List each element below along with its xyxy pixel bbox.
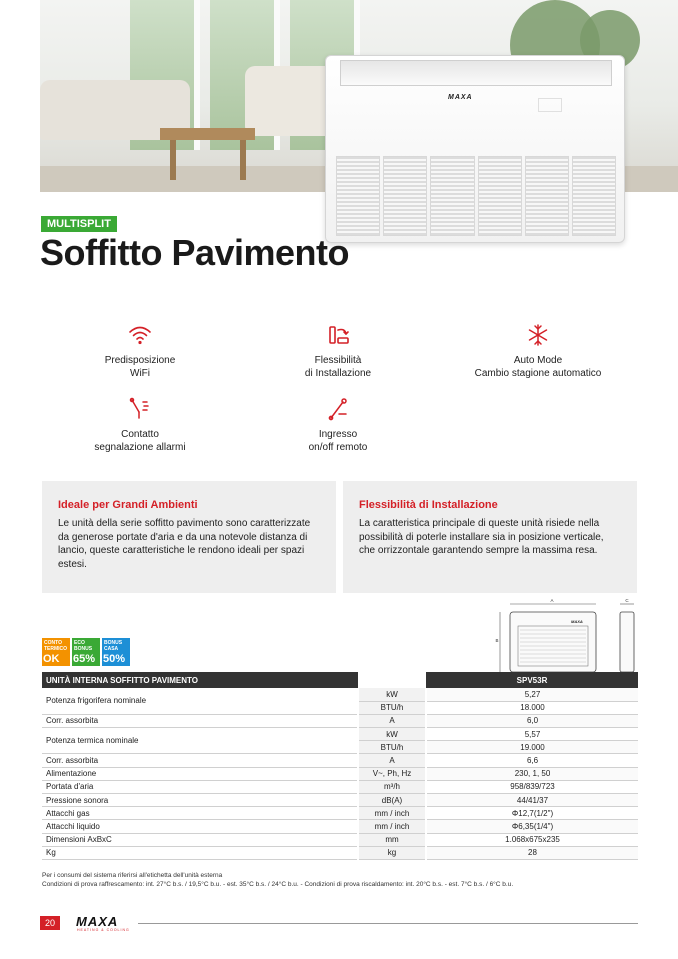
coffee-table: [160, 128, 255, 140]
remote-onoff-icon: [325, 396, 351, 422]
row-name: Potenza termica nominale: [42, 728, 358, 754]
page-title: Soffitto Pavimento: [40, 232, 350, 273]
row-name: Attacchi gas: [42, 807, 358, 820]
row-value: 19.000: [426, 741, 638, 754]
row-unit: V~, Ph, Hz: [358, 767, 426, 780]
footnote: Condizioni di prova raffrescamento: int. 27°C b.s. / 19,5°C b.u. - est. 35°C b.s. / 24°C b.u. - Condizioni di prova riscaldamento: int. 20°C b.s. - est. 7°C b.s. / 6°C b.u.: [42, 881, 514, 888]
feature-wifi: [55, 322, 225, 380]
row-unit: kW: [358, 728, 426, 741]
badge-label: CONTO: [44, 640, 62, 646]
dimension-diagram: [492, 598, 642, 676]
table-row: [42, 767, 638, 780]
header-model: SPV53R: [426, 672, 638, 688]
row-value: 958/839/723: [426, 780, 638, 793]
feature-flexibility: [253, 322, 423, 380]
feature-label: on/off remoto: [308, 442, 368, 453]
category-badge: MULTISPLIT: [41, 216, 117, 232]
row-value: 230, 1, 50: [426, 767, 638, 780]
row-value: 5,57: [426, 728, 638, 741]
conto-termico-badge: [42, 638, 70, 666]
badge-label: BONUS: [104, 640, 123, 646]
row-unit: A: [358, 714, 426, 727]
feature-label: Cambio stagione automatico: [474, 368, 602, 379]
diagram-brand: MAXA: [571, 619, 583, 624]
feature-auto-mode: [453, 322, 623, 380]
wifi-icon: [127, 322, 153, 348]
row-name: Potenza frigorifera nominale: [42, 688, 358, 714]
feature-remote-onoff: [253, 396, 423, 454]
row-unit: mm: [358, 833, 426, 846]
footnote: Per i consumi del sistema riferirsi all'etichetta dell'unità esterna: [42, 872, 223, 879]
feature-label: di Installazione: [304, 368, 372, 379]
row-name: Portata d'aria: [42, 780, 358, 793]
table-row: [42, 728, 638, 741]
info-box-flexibility: [343, 481, 637, 593]
row-name: Attacchi liquido: [42, 820, 358, 833]
table-row: [42, 820, 638, 833]
ac-top-panel: [340, 60, 612, 86]
flexible-install-icon: [325, 322, 351, 348]
footnotes: [42, 871, 513, 889]
feature-label: Predisposizione: [104, 355, 176, 366]
footer-logo: MAXA: [76, 914, 119, 929]
row-unit: kg: [358, 846, 426, 859]
feature-label: Auto Mode: [513, 355, 563, 366]
row-unit: m³/h: [358, 780, 426, 793]
row-value: Φ12,7(1/2"): [426, 807, 638, 820]
row-value: 18.000: [426, 701, 638, 714]
feature-label: Ingresso: [318, 429, 358, 440]
table-leg: [240, 140, 246, 180]
info-box-text: La caratteristica principale di queste unità risiede nella possibilità di poterle installare sia in posizione verticale, che orrizzontale garantendo sempre la massima resa.: [359, 518, 604, 556]
table-leg: [170, 140, 176, 180]
diagram-side-view: [620, 612, 634, 672]
footer-tagline: HEATING & COOLING: [77, 928, 130, 932]
spec-table: [42, 672, 638, 860]
info-box-title: Ideale per Grandi Ambienti: [58, 499, 198, 511]
row-name: Corr. assorbita: [42, 754, 358, 767]
dim-label-b: B: [495, 638, 499, 643]
table-row: [42, 846, 638, 859]
table-row: [42, 688, 638, 701]
ac-display: [538, 98, 562, 112]
row-value: 1.068x675x235: [426, 833, 638, 846]
row-unit: BTU/h: [358, 741, 426, 754]
info-box-text: Le unità della serie soffitto pavimento sono caratterizzate da generose portate d'aria e da una notevole distanza di lancio, queste caratteristiche le rendono ideali per spazi estesi.: [58, 518, 311, 570]
ac-grill: [336, 156, 616, 236]
ecobonus-badge: [72, 638, 100, 666]
info-box-large-rooms: [42, 481, 336, 593]
table-row: [42, 780, 638, 793]
air-conditioner-unit: [325, 55, 625, 243]
badge-label: BONUS: [74, 646, 93, 652]
row-unit: A: [358, 754, 426, 767]
ac-brand-logo: MAXA: [448, 94, 473, 101]
feature-label: Flessibilità: [314, 355, 362, 366]
table-row: [42, 807, 638, 820]
row-value: 6,0: [426, 714, 638, 727]
feature-label: WiFi: [130, 368, 150, 379]
info-box-title: Flessibilità di Installazione: [359, 499, 498, 511]
table-row: [42, 794, 638, 807]
badge-label: CASA: [104, 646, 119, 652]
row-value: 6,6: [426, 754, 638, 767]
badge-value: OK: [43, 653, 60, 665]
row-unit: mm / inch: [358, 807, 426, 820]
row-name: Corr. assorbita: [42, 714, 358, 727]
bonus-casa-badge: [102, 638, 130, 666]
badge-value: 65%: [73, 653, 96, 665]
feature-label: segnalazione allarmi: [94, 442, 186, 453]
dim-label-c: C: [625, 598, 629, 603]
row-value: 28: [426, 846, 638, 859]
row-value: Φ6,35(1/4"): [426, 820, 638, 833]
badge-value: 50%: [103, 653, 126, 665]
feature-label: Contatto: [121, 429, 159, 440]
row-unit: mm / inch: [358, 820, 426, 833]
row-name: Alimentazione: [42, 767, 358, 780]
table-row: [42, 754, 638, 767]
row-unit: dB(A): [358, 794, 426, 807]
footer-divider: [138, 923, 638, 924]
page-number: 20: [40, 916, 60, 930]
row-unit: kW: [358, 688, 426, 701]
header-name: UNITÀ INTERNA SOFFITTO PAVIMENTO: [42, 672, 358, 688]
row-unit: BTU/h: [358, 701, 426, 714]
row-name: Dimensioni AxBxC: [42, 833, 358, 846]
table-row: [42, 714, 638, 727]
auto-mode-icon: [525, 322, 551, 348]
dim-label-a: A: [550, 598, 554, 603]
row-value: 44/41/37: [426, 794, 638, 807]
row-name: Pressione sonora: [42, 794, 358, 807]
table-row: [42, 833, 638, 846]
alarm-contact-icon: [127, 396, 153, 422]
feature-alarm-contact: [55, 396, 225, 454]
badge-label: ECO: [74, 640, 85, 646]
row-name: Kg: [42, 846, 358, 859]
row-value: 5,27: [426, 688, 638, 701]
table-header: [42, 672, 638, 688]
badge-label: TERMICO: [44, 646, 68, 652]
